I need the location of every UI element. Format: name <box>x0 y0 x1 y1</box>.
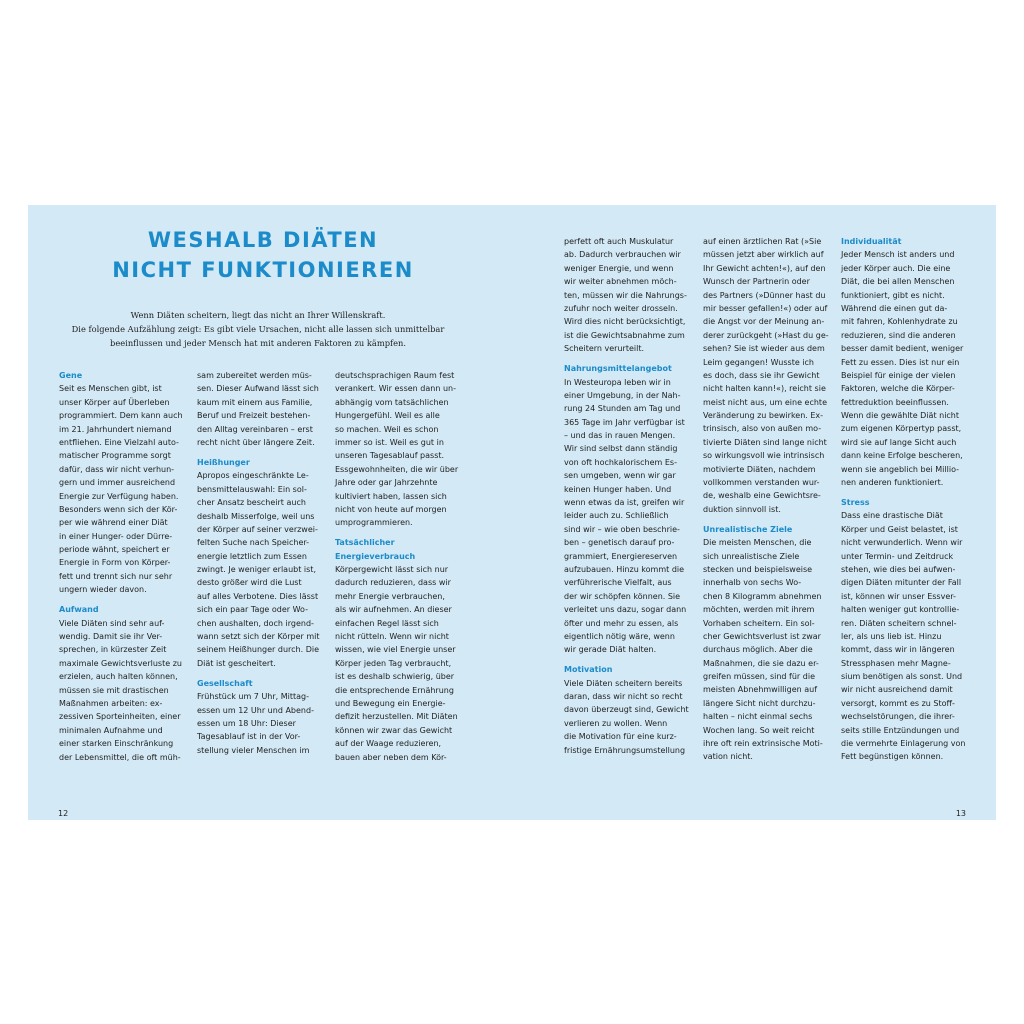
paragraph-unrealistische-ziele <box>703 536 829 764</box>
text-line: seits stille Entzündungen und <box>841 725 960 735</box>
text-line: halten weniger gut kontrollie- <box>841 605 960 615</box>
text-line: meist nicht aus, um eine echte <box>703 397 827 407</box>
text-line: Hungergefühl. Weil es alle <box>335 411 440 421</box>
text-line: greifen müssen, sind für die <box>703 672 815 682</box>
text-line: periode wähnt, speichert er <box>59 545 170 555</box>
paragraph-gesellschaft-cont <box>335 369 458 530</box>
text-line: ren. Diäten scheitern schnel- <box>841 618 957 628</box>
text-line: innerhalb von sechs Wo- <box>703 578 802 588</box>
section-heading-gene: Gene <box>59 371 83 380</box>
text-line: deutschsprachigen Raum fest <box>335 371 455 380</box>
text-line: wann setzt sich der Körper mit <box>197 632 320 642</box>
text-line: Stressphasen mehr Magne- <box>841 658 951 668</box>
text-line: fettreduktion beeinflussen. <box>841 397 949 407</box>
text-line: wenn etwas da ist, greifen wir <box>564 498 685 508</box>
intro-line: Wenn Diäten scheitern, liegt das nicht an Ihrer Willenskraft. <box>130 310 386 320</box>
text-line: Wenn die gewählte Diät nicht <box>841 411 960 421</box>
text-line: Maßnahmen arbeiten: ex- <box>59 698 163 708</box>
text-line: wir weiter abnehmen möch- <box>564 277 677 287</box>
text-line: per wie während einer Diät <box>59 518 168 528</box>
text-line: nicht verwunderlich. Wenn wir <box>841 538 963 548</box>
page-number-left: 12 <box>58 809 69 818</box>
section-heading-energie-line: Tatsächlicher <box>335 538 395 548</box>
text-line: leider auch zu. Schließlich <box>564 511 669 521</box>
text-line: die vermehrte Einlagerung von <box>841 739 966 749</box>
text-line: wechselstörungen, die ihrer- <box>841 712 955 722</box>
text-line: aufzubauen. Hinzu kommt die <box>564 564 685 574</box>
title-line: WESHALB DIÄTEN <box>147 228 379 252</box>
text-line: Vorhaben scheitern. Ein sol- <box>703 618 815 628</box>
text-line: nicht von heute auf morgen <box>335 504 447 514</box>
text-line: entfliehen. Eine Vielzahl auto- <box>59 437 179 447</box>
text-line: sen. Dieser Aufwand lässt sich <box>197 384 319 394</box>
text-line: zessiven Sporteinheiten, einer <box>59 712 181 722</box>
text-line: dadurch reduzieren, dass wir <box>335 578 451 588</box>
paragraph-motivation-cont <box>703 235 829 516</box>
text-line: matischer Programme sorgt <box>59 451 171 461</box>
text-line: 365 Tage im Jahr verfügbar ist <box>564 417 685 427</box>
text-line: den Alltag vereinbaren – erst <box>197 424 313 434</box>
text-line: stecken und beispielsweise <box>703 564 813 574</box>
text-line: Wird dies nicht berücksichtigt, <box>564 317 686 327</box>
text-line: der Lebensmittel, die oft müh- <box>59 752 181 762</box>
text-line: öfter und mehr zu essen, als <box>564 618 679 628</box>
text-line: ist die Gewichtsabnahme zum <box>564 330 685 340</box>
text-line: zum eigenen Körpertyp passt, <box>841 424 962 434</box>
text-line: felten Suche nach Speicher- <box>197 538 310 548</box>
text-line: ist es deshalb schwierig, über <box>335 672 455 682</box>
text-line: Fett zu essen. Dies ist nur ein <box>841 357 960 367</box>
text-line: eigentlich nötig wäre, wenn <box>564 631 675 641</box>
text-line: chen 8 Kilogramm abnehmen <box>703 591 822 601</box>
text-line: ihre oft rein extrinsische Moti- <box>703 739 823 749</box>
text-line: meisten Abnehmwilligen auf <box>703 685 818 695</box>
text-line: Frühstück um 7 Uhr, Mittag- <box>197 692 310 702</box>
text-line: müssen sie mit drastischen <box>59 685 169 695</box>
section-heading-ziele: Unrealistische Ziele <box>703 524 793 534</box>
text-line: vollkommen verstanden wur- <box>703 478 820 488</box>
text-line: essen um 12 Uhr und Abend- <box>197 705 314 715</box>
text-line: stellung vieler Menschen im <box>197 745 310 755</box>
text-line: in einer Hunger- oder Dürre- <box>59 531 173 541</box>
text-line: rung 24 Stunden am Tag und <box>564 404 681 414</box>
text-line: Fett begünstigen können. <box>841 752 944 762</box>
text-line: Besonders wenn sich der Kör- <box>59 504 178 514</box>
text-line: zufuhr noch weiter drosseln. <box>564 303 678 313</box>
text-line: stehen, wie dies bei aufwen- <box>841 564 956 574</box>
left-column-2 <box>197 369 319 757</box>
text-line: de, weshalb eine Gewichtsre- <box>703 491 821 501</box>
text-line: verlieren zu wollen. Wenn <box>564 718 668 728</box>
text-line: motivierte Diäten, nachdem <box>703 464 816 474</box>
title-line: NICHT FUNKTIONIEREN <box>112 258 414 282</box>
section-heading-energie-line: Energieverbrauch <box>335 551 416 561</box>
text-line: auf einen ärztlichen Rat (»Sie <box>703 237 822 246</box>
text-line: nicht rütteln. Wenn wir nicht <box>335 632 449 642</box>
text-line: abhängig vom tatsächlichen <box>335 397 449 407</box>
paragraph-aufwand <box>59 617 183 764</box>
text-line: dafür, dass wir nicht verhun- <box>59 464 175 474</box>
text-line: die Motivation für eine kurz- <box>564 732 677 742</box>
text-line: sen umgeben, wenn wir gar <box>564 471 676 481</box>
text-line: wenn sie angeblich bei Millio- <box>841 464 959 474</box>
text-line: Viele Diäten scheitern bereits <box>564 678 683 688</box>
section-heading-aufwand: Aufwand <box>59 605 99 615</box>
text-line: einer starken Einschränkung <box>59 739 174 749</box>
section-heading-gesellschaft: Gesellschaft <box>197 678 253 688</box>
text-line: auf alles Verbotene. Dies lässt <box>197 591 319 601</box>
text-line: seinem Heißhunger durch. Die <box>197 645 320 655</box>
text-line: Veränderung zu bewirken. Ex- <box>703 411 824 421</box>
text-line: als wir aufnehmen. An dieser <box>335 605 452 615</box>
text-line: essen um 18 Uhr: Dieser <box>197 718 296 728</box>
text-line: möchten, werden mit ihrem <box>703 605 815 615</box>
text-line: derer zurückgeht (»Hast du ge- <box>703 330 829 340</box>
text-line: sind wir – wie oben beschrie- <box>564 524 680 534</box>
text-line: Faktoren, welche die Körper- <box>841 384 955 394</box>
text-line: weniger Energie, und wenn <box>564 263 674 273</box>
text-line: duktion sinnvoll ist. <box>703 504 781 514</box>
text-line: desto größer wird die Lust <box>197 578 302 588</box>
text-line: die Angst vor der Meinung an- <box>703 317 825 327</box>
text-line: können wir zwar das Gewicht <box>335 725 453 735</box>
text-line: die entsprechende Ernährung <box>335 685 454 695</box>
text-line: umprogrammieren. <box>335 518 413 528</box>
text-line: daran, dass wir nicht so recht <box>564 692 683 702</box>
intro-text <box>58 308 458 351</box>
text-line: wird sie auf lange Sicht auch <box>841 437 957 447</box>
text-line: Beruf und Freizeit bestehen- <box>197 411 311 421</box>
paragraph-stress <box>841 509 965 763</box>
section-heading-heisshunger: Heißhunger <box>197 457 250 467</box>
section-heading-stress: Stress <box>841 498 870 508</box>
text-line: sam zubereitet werden müs- <box>197 371 312 380</box>
text-line: funktioniert, gibt es nicht. <box>841 290 945 300</box>
text-line: In Westeuropa leben wir in <box>564 377 671 387</box>
book-spread <box>28 205 996 820</box>
text-line: bauen aber neben dem Kör- <box>335 752 447 762</box>
text-line: mit fahren, Kohlenhydrate zu <box>841 317 958 327</box>
text-line: durchaus möglich. Aber die <box>703 645 813 655</box>
text-line: einer Umgebung, in der Nah- <box>564 390 681 400</box>
text-line: wir nicht ausreichend damit <box>841 685 953 695</box>
text-line: sprechen, in kürzester Zeit <box>59 645 167 655</box>
intro-line: beeinflussen und jeder Mensch hat mit anderen Faktoren zu kämpfen. <box>110 338 406 349</box>
text-line: Viele Diäten sind sehr auf- <box>59 618 165 628</box>
text-line: längere Sicht nicht durchzu- <box>703 698 816 708</box>
text-line: sium benötigen als sonst. Und <box>841 672 963 682</box>
right-column-1 <box>564 235 689 757</box>
text-line: ten, müssen wir die Nahrungs- <box>564 290 687 300</box>
text-line: auf der Waage reduzieren, <box>335 739 442 749</box>
text-line: verführerische Vielfalt, aus <box>564 578 672 588</box>
text-line: Essgewohnheiten, die wir über <box>335 464 459 474</box>
text-line: wissen, wie viel Energie unser <box>335 645 456 655</box>
text-line: Ihr Gewicht achten!«), auf den <box>703 263 826 273</box>
text-line: Apropos eingeschränkte Le- <box>197 471 309 481</box>
left-column-3 <box>335 369 458 764</box>
text-line: Die meisten Menschen, die <box>703 538 812 548</box>
text-line: gern und immer ausreichend <box>59 478 176 488</box>
text-line: verankert. Wir essen dann un- <box>335 384 456 394</box>
text-line: Während die einen gut da- <box>841 303 948 313</box>
text-line: sich ein paar Tage oder Wo- <box>197 605 308 615</box>
text-line: Dass eine drastische Diät <box>841 511 943 521</box>
text-line: wir gerade Diät halten. <box>564 645 657 655</box>
text-line: digen Diäten mitunter der Fall <box>841 578 962 588</box>
text-line: Tagesablauf ist in der Vor- <box>197 732 301 742</box>
text-line: tivierte Diäten sind lange nicht <box>703 437 827 447</box>
text-line: Energie zur Verfügung haben. <box>59 491 179 501</box>
text-line: kommt, dass wir in längeren <box>841 645 955 655</box>
page-number-right: 13 <box>955 809 966 818</box>
text-line: kaum mit einem aus Familie, <box>197 397 313 407</box>
text-line: Energie in Form von Körper- <box>59 558 171 568</box>
text-line: Jeder Mensch ist anders und <box>841 250 955 260</box>
text-line: einfachen Regel lässt sich <box>335 618 439 628</box>
paragraph-gesellschaft <box>197 690 319 757</box>
text-line: chen aushalten, doch irgend- <box>197 618 314 628</box>
text-line: ist, können wir unser Essver- <box>841 591 956 601</box>
text-line: sehen? Sie ist wieder aus dem <box>703 344 825 354</box>
text-line: Beispiel für einige der vielen <box>841 370 956 380</box>
text-line: unseren Tagesablauf passt. <box>335 451 445 461</box>
text-line: nen anderen funktioniert. <box>841 478 944 488</box>
text-line: zwingt. Je weniger erlaubt ist, <box>197 565 316 575</box>
text-line: mehr Energie verbrauchen, <box>335 591 445 601</box>
text-line: keinen Hunger haben. Und <box>564 484 672 494</box>
text-line: – und das in rauen Mengen. <box>564 431 676 441</box>
text-line: cher Gewichtsverlust ist zwar <box>703 631 821 641</box>
text-line: ler, als uns lieb ist. Hinzu <box>841 631 942 641</box>
text-line: ab. Dadurch verbrauchen wir <box>564 250 681 260</box>
text-line: so wirkungsvoll wie intrinsisch <box>703 451 825 461</box>
paragraph-gene <box>59 382 183 596</box>
text-line: halten – nicht einmal sechs <box>703 712 813 722</box>
text-line: es doch, dass sie ihr Gewicht <box>703 370 820 380</box>
text-line: des Partners (»Dünner hast du <box>703 290 826 300</box>
text-line: und Bewegung ein Energie- <box>335 698 446 708</box>
text-line: fristige Ernährungsumstellung <box>564 745 686 755</box>
paragraph-nahrungsmittelangebot <box>564 376 689 657</box>
text-line: reduzieren, sind die anderen <box>841 330 956 340</box>
text-line: trinsisch, also von außen mo- <box>703 424 822 434</box>
text-line: grammiert, Energiereserven <box>564 551 678 561</box>
page-title <box>68 225 458 285</box>
text-line: Diät, die bei allen Menschen <box>841 277 955 287</box>
text-line: im 21. Jahrhundert niemand <box>59 424 172 434</box>
paragraph-individualitaet <box>841 248 965 489</box>
left-page <box>28 205 512 820</box>
text-line: müssen jetzt aber wirklich auf <box>703 250 824 260</box>
text-line: defizit herzustellen. Mit Diäten <box>335 712 458 722</box>
text-line: erzielen, auch halten können, <box>59 672 178 682</box>
paragraph-aufwand-cont <box>197 369 319 449</box>
text-line: der wir schöpfen können. Sie <box>564 591 681 601</box>
text-line: Körpergewicht lässt sich nur <box>335 565 449 575</box>
paragraph-energie-cont <box>564 235 689 356</box>
text-line: programmiert. Dem kann auch <box>59 411 183 421</box>
text-line: maximale Gewichtsverluste zu <box>59 658 182 668</box>
text-line: mir besser gefallen!«) oder auf <box>703 303 828 313</box>
text-line: Jahre oder gar Jahrzehnte <box>335 478 438 488</box>
paragraph-motivation <box>564 677 689 757</box>
text-line: Leim gegangen! Wusste ich <box>703 357 814 367</box>
text-line: Körper jeden Tag verbraucht, <box>335 658 452 668</box>
text-line: Körper und Geist belastet, ist <box>841 524 958 534</box>
text-line: Wunsch der Partnerin oder <box>703 277 810 287</box>
text-line: Wir sind selbst dann ständig <box>564 444 678 454</box>
text-line: verleitet uns dazu, sogar dann <box>564 605 687 615</box>
section-heading-nahrung: Nahrungsmittelangebot <box>564 364 672 374</box>
text-line: von oft hochkalorischem Es- <box>564 457 677 467</box>
text-line: so machen. Weil es schon <box>335 424 439 434</box>
text-line: jeder Körper auch. Die eine <box>841 263 951 273</box>
text-line: kultiviert haben, lassen sich <box>335 491 447 501</box>
right-column-3 <box>841 235 965 764</box>
text-line: bensmittelauswahl: Ein sol- <box>197 484 307 494</box>
text-line: sich unrealistische Ziele <box>703 551 800 561</box>
text-line: Maßnahmen, die sie dazu er- <box>703 658 819 668</box>
section-heading-individualitaet: Individualität <box>841 237 902 246</box>
text-line: unter Termin- und Zeitdruck <box>841 551 954 561</box>
text-line: cher Ansatz bescheirt auch <box>197 498 306 508</box>
text-line: Wochen lang. So weit reicht <box>703 725 815 735</box>
intro-line: Die folgende Aufzählung zeigt: Es gibt viele Ursachen, nicht alle lassen sich unmittelbar <box>71 324 445 335</box>
text-line: immer so ist. Weil es gut in <box>335 437 444 447</box>
right-page <box>512 205 996 820</box>
text-line: fett und trennt sich nur sehr <box>59 571 173 581</box>
left-column-1 <box>59 369 183 764</box>
text-line: Seit es Menschen gibt, ist <box>59 384 162 394</box>
right-column-2 <box>703 235 829 764</box>
text-line: wendig. Damit sie ihr Ver- <box>59 632 163 642</box>
text-line: recht nicht über längere Zeit. <box>197 437 315 447</box>
text-line: Scheitern verurteilt. <box>564 344 644 354</box>
text-line: ungern wieder davon. <box>59 585 147 595</box>
text-line: versorgt, kommt es zu Stoff- <box>841 698 955 708</box>
text-line: energie letztlich zum Essen <box>197 551 307 561</box>
text-line: nicht halten kann!«), reicht sie <box>703 384 826 394</box>
text-line: der Körper auf seiner verzwei- <box>197 524 318 534</box>
text-line: dann keine Erfolge bescheren, <box>841 451 963 461</box>
text-line: Diät ist gescheitert. <box>197 658 276 668</box>
text-line: minimalen Aufnahme und <box>59 725 163 735</box>
paragraph-energieverbrauch <box>335 563 458 764</box>
text-line: besser damit bedient, weniger <box>841 344 964 354</box>
section-heading-motivation: Motivation <box>564 665 613 675</box>
text-line: perfett oft auch Muskulatur <box>564 237 674 246</box>
text-line: vation nicht. <box>703 752 753 762</box>
text-line: unser Körper auf Überleben <box>59 397 170 407</box>
text-line: ben – genetisch darauf pro- <box>564 538 675 548</box>
text-line: davon überzeugt sind, Gewicht <box>564 705 689 715</box>
text-line: deshalb Misserfolge, weil uns <box>197 511 315 521</box>
paragraph-heisshunger <box>197 469 319 670</box>
